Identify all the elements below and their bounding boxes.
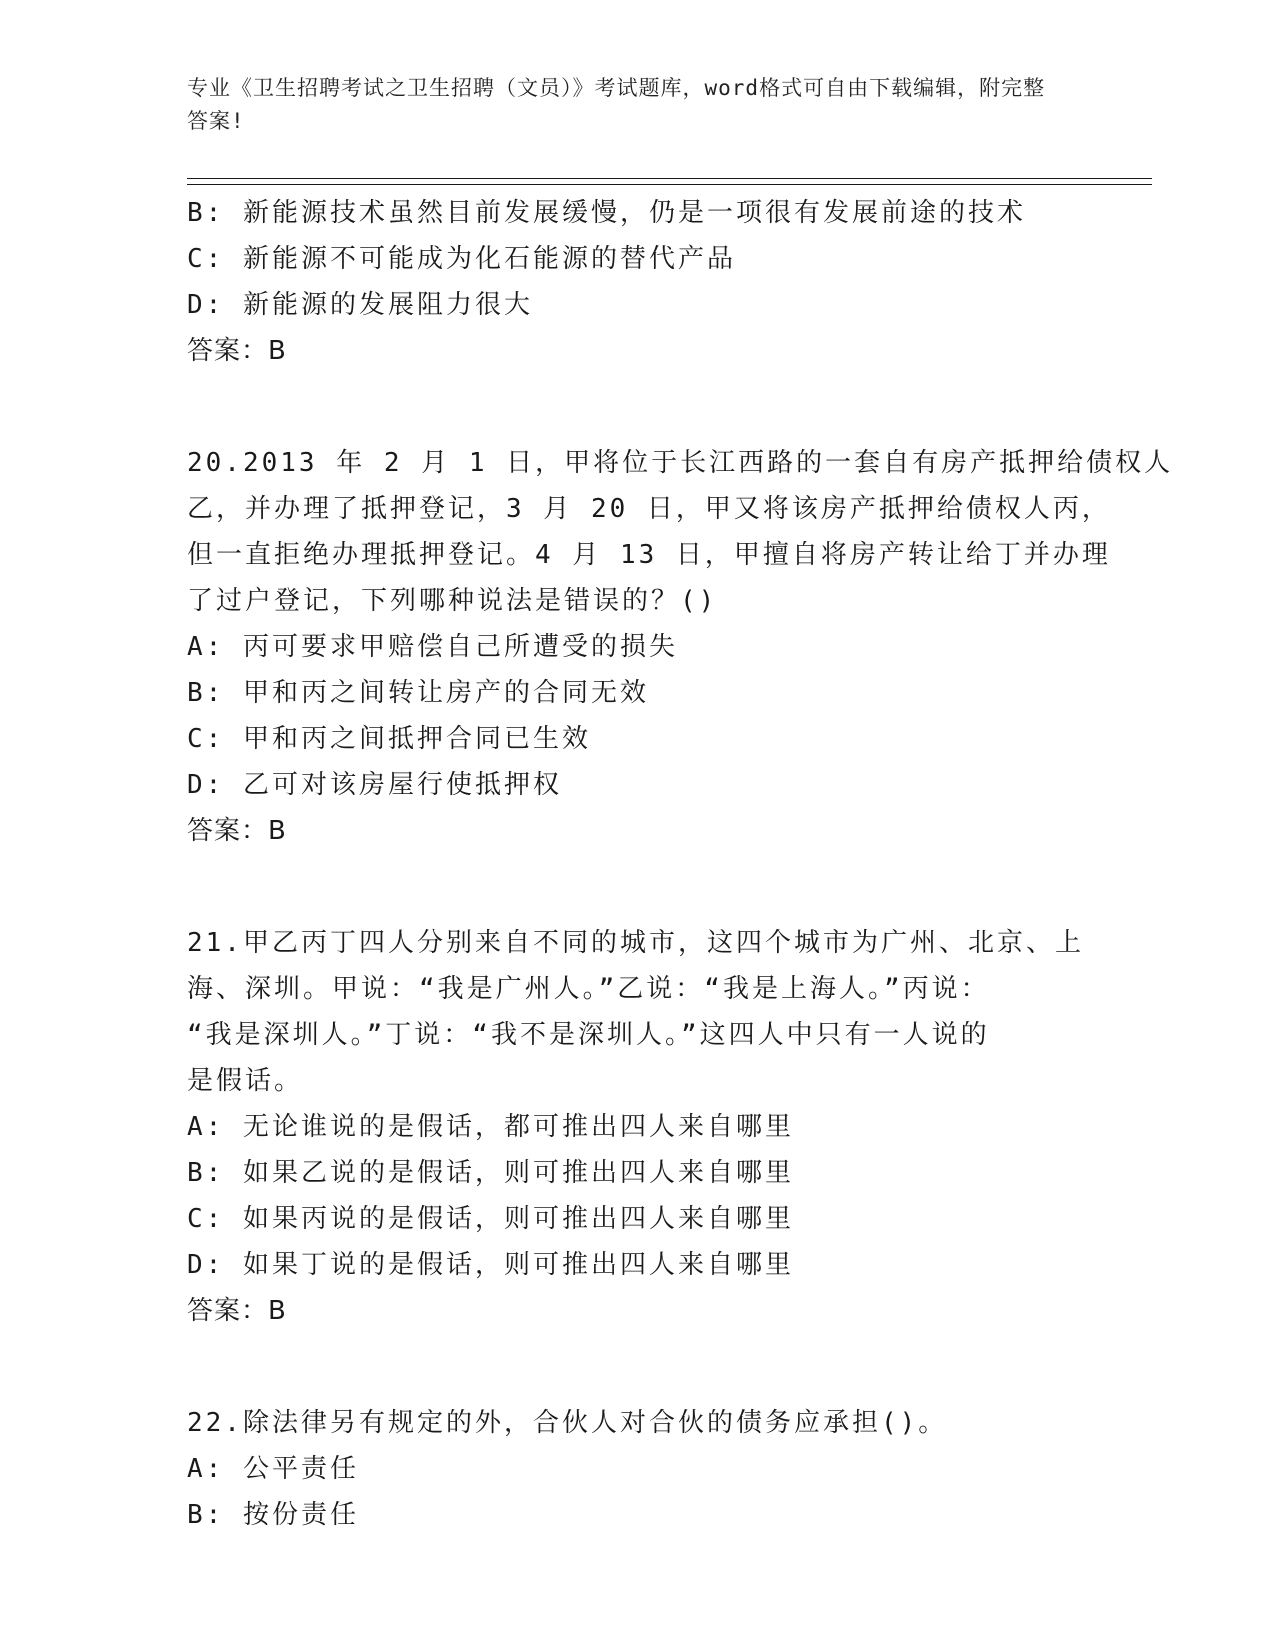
question-22 [187, 1400, 1087, 1538]
option-b: B: 甲和丙之间转让房产的合同无效 [187, 678, 649, 708]
option-b: B: 新能源技术虽然目前发展缓慢，仍是一项很有发展前途的技术 [187, 198, 1026, 228]
question-20 [187, 440, 1174, 854]
answer-label: 答案：B [187, 1296, 287, 1326]
option-a: A: 公平责任 [187, 1454, 359, 1484]
question-21 [187, 920, 1087, 1334]
question-stem-line: 21.甲乙丙丁四人分别来自不同的城市，这四个城市为广州、北京、上 [187, 928, 1084, 958]
option-b: B: 按份责任 [187, 1500, 359, 1530]
option-c: C: 甲和丙之间抵押合同已生效 [187, 724, 591, 754]
answer-label: 答案：B [187, 816, 287, 846]
header-rule-bottom [187, 184, 1152, 185]
question-stem-line: 22.除法律另有规定的外，合伙人对合伙的债务应承担()。 [187, 1408, 948, 1438]
question-stem-line: 是假话。 [187, 1066, 304, 1096]
option-d: D: 新能源的发展阻力很大 [187, 290, 533, 320]
question-spacer [187, 854, 1087, 920]
question-spacer [187, 374, 1087, 440]
option-a: A: 丙可要求甲赔偿自己所遭受的损失 [187, 632, 678, 662]
question-stem-line: 海、深圳。甲说：“我是广州人。”乙说：“我是上海人。”丙说： [187, 974, 990, 1004]
question-stem-line: 了过户登记，下列哪种说法是错误的？() [187, 586, 718, 616]
question-stem-line: 乙，并办理了抵押登记，3 月 20 日，甲又将该房产抵押给债权人丙， [187, 494, 1111, 524]
option-c: C: 新能源不可能成为化石能源的替代产品 [187, 244, 736, 274]
option-a: A: 无论谁说的是假话，都可推出四人来自哪里 [187, 1112, 794, 1142]
option-c: C: 如果丙说的是假话，则可推出四人来自哪里 [187, 1204, 794, 1234]
question-spacer [187, 1334, 1087, 1400]
option-d: D: 如果丁说的是假话，则可推出四人来自哪里 [187, 1250, 794, 1280]
question-stem-line: 20.2013 年 2 月 1 日，甲将位于长江西路的一套自有房产抵押给债权人 [187, 448, 1174, 478]
document-header: 专业《卫生招聘考试之卫生招聘（文员）》考试题库，word格式可自由下载编辑，附完整答案! [187, 76, 1046, 133]
option-b: B: 如果乙说的是假话，则可推出四人来自哪里 [187, 1158, 794, 1188]
question-stem-line: 但一直拒绝办理抵押登记。4 月 13 日，甲擅自将房产转让给丁并办理 [187, 540, 1111, 570]
answer-label: 答案：B [187, 336, 287, 366]
header-rule-top [187, 178, 1152, 179]
option-d: D: 乙可对该房屋行使抵押权 [187, 770, 562, 800]
question-content [187, 190, 1174, 1538]
question-19-tail [187, 190, 1087, 374]
question-stem-line: “我是深圳人。”丁说：“我不是深圳人。”这四人中只有一人说的 [187, 1020, 990, 1050]
